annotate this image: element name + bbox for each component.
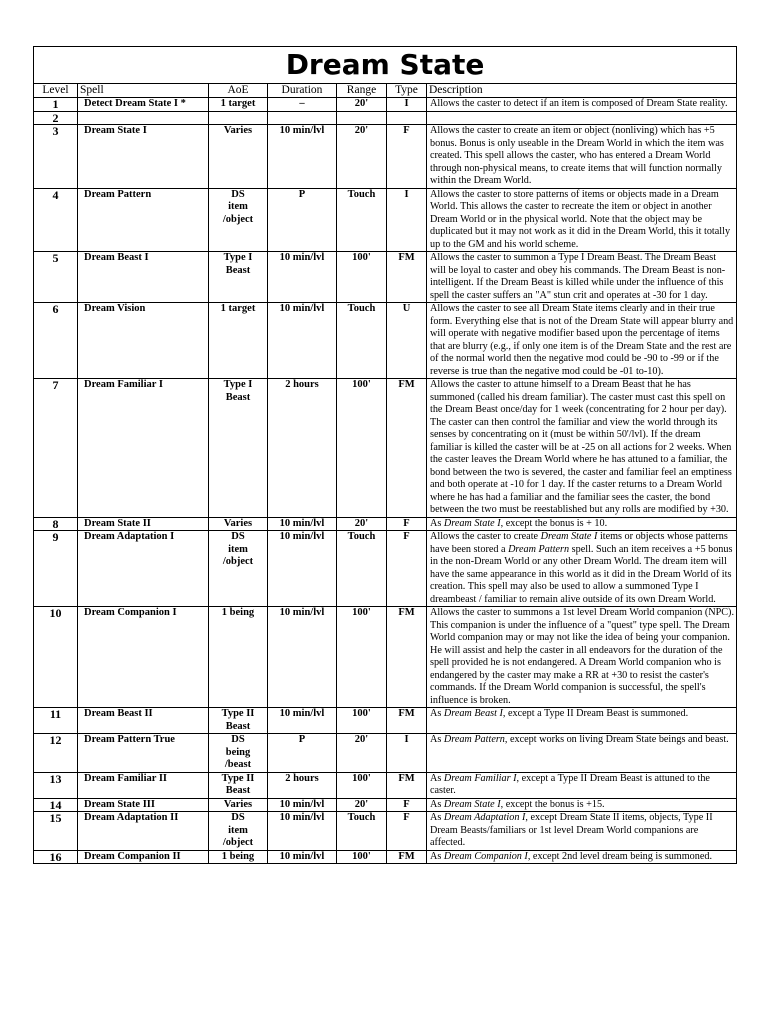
spell-duration: 10 min/lvl [268,798,337,812]
description-text: As [430,772,444,784]
spell-type: FM [387,379,427,518]
spell-description [427,252,737,303]
spell-type: FM [387,708,427,734]
spell-range: 20' [337,98,387,112]
spell-name: Dream Pattern [78,188,209,252]
header-description: Description [427,84,737,98]
description-text: Allows the caster to create an item or object (nonliving) which has +5 bonus. Bonus is only useable in the Dream World in which the item was created. This spell allows the caster, who has entered a Dream World through non-physical means, to create items that will function normally within the Dream World. [430,125,724,186]
table-row [34,188,737,252]
header-aoe: AoE [209,84,268,98]
spell-aoe: DS item /object [209,188,268,252]
spell-level: 11 [34,708,78,734]
spell-level: 7 [34,379,78,518]
spell-reference: Dream Beast I [443,708,503,719]
description-text: , except Dream State II items, objects, Type II Dream Beasts/familiars or 1st level Dream World companions are affected. [430,812,713,848]
spell-type: I [387,188,427,252]
spell-aoe: Type I Beast [209,379,268,518]
spell-aoe: Varies [209,125,268,189]
spell-range: Touch [337,303,387,379]
description-text: items or objects whose patterns have been stored a [430,531,728,555]
spell-level: 9 [34,531,78,607]
spell-type: FM [387,772,427,798]
spell-duration: 10 min/lvl [268,531,337,607]
spell-description [427,850,737,864]
spell-duration: P [268,734,337,773]
spell-description [427,125,737,189]
description-text: As [430,708,444,719]
spell-type: I [387,734,427,773]
spell-duration: 10 min/lvl [268,607,337,708]
description-text: Allows the caster to store patterns of items or objects made in a Dream World. This allows the caster to recreate the item or object in another Dream World or in the physical world. Note that the object may be duplicated but it may not work as it did in the Dream World, this it totally up to the GM and his world scheme. [430,188,731,250]
spell-range: Touch [337,188,387,252]
spell-type: F [387,517,427,531]
spell-reference: Dream Companion I [443,850,528,862]
spell-description [427,531,737,607]
spell-list-table [33,46,737,864]
spell-type: I [387,98,427,112]
spell-name: Dream Familiar II [78,772,209,798]
spell-aoe: 1 target [209,98,268,112]
spell-description [427,708,737,734]
spell-reference: Dream State I [443,798,501,810]
header-duration: Duration [268,84,337,98]
description-text: As [430,734,444,745]
spell-range [337,111,387,125]
spell-level: 13 [34,772,78,798]
spell-duration: 10 min/lvl [268,125,337,189]
spell-reference: Dream Pattern [443,734,505,745]
description-text: , except works on living Dream State beings and beast. [504,734,729,745]
spell-name: Dream Pattern True [78,734,209,773]
header-spell: Spell [78,84,209,98]
spell-aoe: Type II Beast [209,772,268,798]
spell-level: 8 [34,517,78,531]
spell-duration: 10 min/lvl [268,812,337,851]
spell-rows [34,98,737,864]
spell-level: 6 [34,303,78,379]
spell-level: 15 [34,812,78,851]
description-text: , except a Type II Dream Beast is attuned to the caster. [430,772,710,796]
table-row [34,850,737,864]
description-text: , except the bonus is + 10. [500,517,608,529]
spell-duration: P [268,188,337,252]
header-type: Type [387,84,427,98]
table-row [34,98,737,112]
spell-range: 20' [337,734,387,773]
spell-name [78,111,209,125]
spell-name: Dream Beast I [78,252,209,303]
spell-duration: 10 min/lvl [268,517,337,531]
description-text: Allows the caster to create [430,531,541,542]
spell-name: Dream Beast II [78,708,209,734]
spell-description [427,772,737,798]
spell-type: F [387,531,427,607]
table-row [34,798,737,812]
description-text: Allows the caster to see all Dream State items clearly and in their true form. Everything else that is not of the Dream State will appear blurry and will operate with negative modifier based upon the percentage of items that are blurry (e.g., if only one item is of the Dream State and the rest are of the normal world then the negative mod could be -90 to -99 or if the reverse is true than the negative mod could be -01 to-10). [430,303,734,377]
spell-level: 14 [34,798,78,812]
spell-aoe: 1 being [209,850,268,864]
spell-reference: Dream State I [443,517,501,529]
spell-type [387,111,427,125]
spell-duration: 10 min/lvl [268,303,337,379]
spell-type: U [387,303,427,379]
spell-range: 20' [337,798,387,812]
spell-duration: 10 min/lvl [268,850,337,864]
spell-duration: 10 min/lvl [268,252,337,303]
spell-type: FM [387,607,427,708]
table-row [34,111,737,125]
spell-range: 100' [337,708,387,734]
spell-type: F [387,798,427,812]
spell-name: Dream State II [78,517,209,531]
description-text: spell. Such an item receives a +5 bonus in the non-Dream World or any other Dream World. The dream item will have the same appearance in this world as it did in the Dream World of its creation. This spell may also be used to allow a summoned Type I dreambeast / familiar to remain alive outside of its own Dream World. [430,543,733,605]
spell-range: 20' [337,517,387,531]
spell-duration: 2 hours [268,379,337,518]
description-text: Allows the caster to detect if an item is composed of Dream State reality. [430,98,728,109]
spell-aoe: Varies [209,798,268,812]
spell-type: FM [387,252,427,303]
spell-aoe: 1 being [209,607,268,708]
spell-name: Dream State I [78,125,209,189]
spell-aoe: Varies [209,517,268,531]
description-text: , except 2nd level dream being is summoned. [527,850,713,862]
spell-level: 12 [34,734,78,773]
description-text: Allows the caster to summons a 1st level Dream World companion (NPC). This companion is under the influence of a "quest" type spell. The Dream World companion may or may not like the idea of being your companion. He will assist and help the caster in all endeavors for the duration of the spell provided he is not endangered. A Dream World companion who is endangered by the caster may make a RR at +30 to resist the caster's commands. If the Dream World companion is successful, the spell's influence is broken. [430,607,734,706]
table-header-row [34,84,737,98]
spell-name: Dream Vision [78,303,209,379]
spell-level: 10 [34,607,78,708]
table-row [34,125,737,189]
spell-range: Touch [337,812,387,851]
description-text: As [430,517,444,529]
spell-description [427,798,737,812]
table-row [34,517,737,531]
spell-range: 20' [337,125,387,189]
description-text: , except a Type II Dream Beast is summoned. [502,708,689,719]
spell-type: F [387,125,427,189]
table-row [34,812,737,851]
spell-description [427,607,737,708]
spell-reference: Dream Adaptation I [443,812,526,823]
spell-level: 1 [34,98,78,112]
spell-aoe [209,111,268,125]
page-title: Dream State [34,47,737,84]
header-level: Level [34,84,78,98]
header-range: Range [337,84,387,98]
spell-name: Dream Companion II [78,850,209,864]
description-text: As [430,798,444,810]
spell-aoe: Type II Beast [209,708,268,734]
table-row [34,734,737,773]
spell-duration: – [268,98,337,112]
spell-name: Dream Familiar I [78,379,209,518]
spell-description [427,303,737,379]
table-row [34,531,737,607]
description-text: As [430,850,444,862]
description-text: Allows the caster to attune himself to a Dream Beast that he has summoned (called his dream familiar). The caster must cast this spell on the Dream Beast once/day for 1 week (concentrating for 2 hour per day). The caster can then control the familiar and view the world through its senses by concentrating on it (must be within 50'/lvl). If the dream familiar is killed the caster will be at -25 on all actions for 2 weeks. When the caster leaves the Dream World where he has attuned to a familiar, the bond between the two is severed, the caster and familiar feel an emptiness and both operate at -10 for 1 day. If the caster returns to a Dream World where he has had a familiar and the familiar sees the caster, the bond between the two must be reestablished but any rolls are modified by +30. [430,379,732,515]
table-row [34,379,737,518]
description-text: As [430,812,444,823]
spell-name: Dream Companion I [78,607,209,708]
spell-description [427,379,737,518]
spell-level: 3 [34,125,78,189]
spell-range: 100' [337,850,387,864]
spell-level: 5 [34,252,78,303]
spell-level: 2 [34,111,78,125]
spell-aoe: Type I Beast [209,252,268,303]
spell-aoe: DS item /object [209,812,268,851]
spell-aoe: DS being /beast [209,734,268,773]
description-text: Allows the caster to summon a Type I Dream Beast. The Dream Beast will be loyal to caster and obey his commands. The Dream Beast is non-intelligent. If the Dream Beast is killed while under the influence of this spell the caster suffers an "A" stun crit and operates at -30 for 1 day. [430,252,726,301]
spell-aoe: DS item /object [209,531,268,607]
spell-duration: 10 min/lvl [268,708,337,734]
spell-level: 4 [34,188,78,252]
spell-name: Dream Adaptation II [78,812,209,851]
description-text: , except the bonus is +15. [500,798,605,810]
spell-range: 100' [337,607,387,708]
spell-name: Dream State III [78,798,209,812]
spell-description [427,517,737,531]
spell-type: FM [387,850,427,864]
spell-range: Touch [337,531,387,607]
spell-description [427,188,737,252]
table-row [34,772,737,798]
spell-range: 100' [337,772,387,798]
spell-name: Detect Dream State I * [78,98,209,112]
table-row [34,252,737,303]
table-row [34,607,737,708]
spell-description [427,734,737,773]
spell-reference: Dream Familiar I [443,772,517,784]
spell-aoe: 1 target [209,303,268,379]
spell-reference: Dream Pattern [508,543,570,555]
spell-name: Dream Adaptation I [78,531,209,607]
spell-description [427,812,737,851]
table-row [34,708,737,734]
spell-range: 100' [337,379,387,518]
spell-level: 16 [34,850,78,864]
spell-description [427,98,737,112]
table-row [34,303,737,379]
spell-type: F [387,812,427,851]
spell-description [427,111,737,125]
spell-reference: Dream State I [540,531,598,542]
spell-range: 100' [337,252,387,303]
spell-duration [268,111,337,125]
spell-duration: 2 hours [268,772,337,798]
